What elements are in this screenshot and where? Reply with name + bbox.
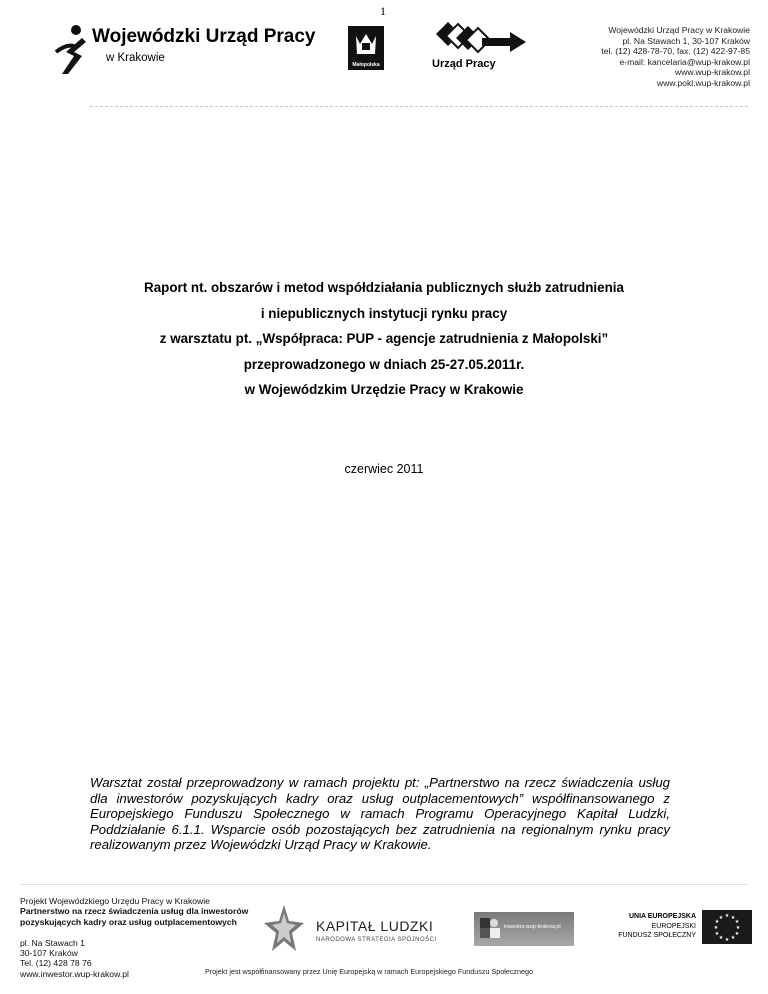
wup-figure-icon: [52, 22, 92, 78]
title-line: w Wojewódzkim Urzędzie Pracy w Krakowie: [244, 382, 524, 397]
header-divider: [90, 106, 748, 107]
svg-text:★: ★: [718, 935, 724, 941]
project-address: [20, 938, 129, 979]
project-name-line: Partnerstwo na rzecz świadczenia usług dla inwestorów: [20, 906, 249, 917]
svg-text:★: ★: [713, 925, 719, 931]
svg-text:★: ★: [734, 931, 740, 937]
address-line: Tel. (12) 428 78 76: [20, 958, 92, 969]
eu-text: [590, 912, 696, 941]
contact-line: pl. Na Stawach 1, 30-107 Kraków: [622, 35, 750, 46]
address-line: pl. Na Stawach 1: [20, 938, 85, 948]
svg-text:★: ★: [724, 913, 730, 919]
crown-icon: [348, 28, 384, 62]
svg-text:★: ★: [718, 915, 724, 921]
cards-arrow-icon: [432, 20, 528, 58]
malopolska-logo: [348, 26, 384, 70]
eu-title: UNIA EUROPEJSKA: [628, 913, 696, 920]
project-name-line: pozyskujących kadry oraz usług outplacementowych: [20, 916, 237, 927]
wup-logo: [52, 22, 322, 82]
org-subtitle: w Krakowie: [106, 52, 165, 64]
contact-line: tel. (12) 428-78-70, fax. (12) 422-97-85: [601, 46, 750, 57]
svg-text:★: ★: [730, 915, 736, 921]
inwestor-logo: [474, 912, 574, 946]
svg-text:★: ★: [724, 937, 730, 943]
address-line: 30-107 Kraków: [20, 948, 78, 959]
svg-text:★: ★: [734, 919, 740, 925]
page-number: 1: [380, 4, 386, 18]
project-info: [20, 896, 290, 927]
title-line: Raport nt. obszarów i metod współdziałania publicznych służb zatrudnienia: [144, 280, 624, 295]
org-title: Wojewódzki Urząd Pracy: [92, 26, 316, 47]
contact-website: www.wup-krakow.pl: [675, 67, 750, 78]
project-line: Projekt Wojewódzkiego Urzędu Pracy w Krakowie: [20, 896, 210, 906]
contact-block: [601, 25, 750, 89]
footer-divider: [20, 884, 748, 885]
svg-text:★: ★: [730, 935, 736, 941]
svg-text:★: ★: [735, 925, 741, 931]
cofinance-note: Projekt jest współfinansowany przez Unię Europejską w ramach Europejskiego Funduszu Społecznego: [205, 967, 534, 976]
kapital-ludzki-title: KAPITAŁ LUDZKI: [316, 918, 434, 934]
svg-text:★: ★: [714, 919, 720, 925]
report-date: czerwiec 2011: [344, 462, 424, 476]
kapital-ludzki-subtitle: NARODOWA STRATEGIA SPÓJNOŚCI: [316, 937, 437, 943]
title-line: przeprowadzonego w dniach 25-27.05.2011r.: [243, 356, 525, 372]
address-website: www.inwestor.wup-krakow.pl: [20, 968, 129, 979]
puzzle-icon: [476, 912, 504, 946]
report-title: [0, 275, 768, 403]
contact-line: Wojewódzki Urząd Pracy w Krakowie: [608, 25, 750, 35]
contact-website: www.pokl.wup-krakow.pl: [656, 77, 750, 88]
eu-flag-icon: [702, 910, 752, 944]
title-line: i niepublicznych instytucji rynku pracy: [260, 305, 508, 321]
urzad-pracy-label: Urząd Pracy: [432, 58, 496, 70]
urzad-pracy-logo: [432, 20, 528, 76]
svg-text:★: ★: [714, 931, 720, 937]
kapital-ludzki-star-icon: [262, 903, 306, 953]
title-line: z warsztatu pt. „Współpraca: PUP - agencje zatrudnienia z Małopolski”: [159, 331, 609, 346]
malopolska-label: Małopolska: [352, 62, 380, 68]
inwestor-label: inwestor.wup-krakow.pl: [504, 924, 561, 930]
contact-email: e-mail: kancelaria@wup-krakow.pl: [619, 56, 750, 67]
eu-line: FUNDUSZ SPOŁECZNY: [618, 932, 696, 939]
project-note: Warsztat został przeprowadzony w ramach projektu pt: „Partnerstwo na rzecz świadczenia usług dla inwestorów pozyskujących kadry oraz usług outplacementowych” współfinansowanego z Europejskiego Funduszu Społecznego w ramach Programu Operacyjnego Kapitał Ludzki, Poddziałanie 6.1.1. Wsparcie osób pozostających bez zatrudnienia na regionalnym rynku pracy realizowanym przez Wojewódzki Urząd Pracy w Krakowie.: [90, 775, 670, 852]
eu-line: EUROPEJSKI: [651, 922, 696, 930]
